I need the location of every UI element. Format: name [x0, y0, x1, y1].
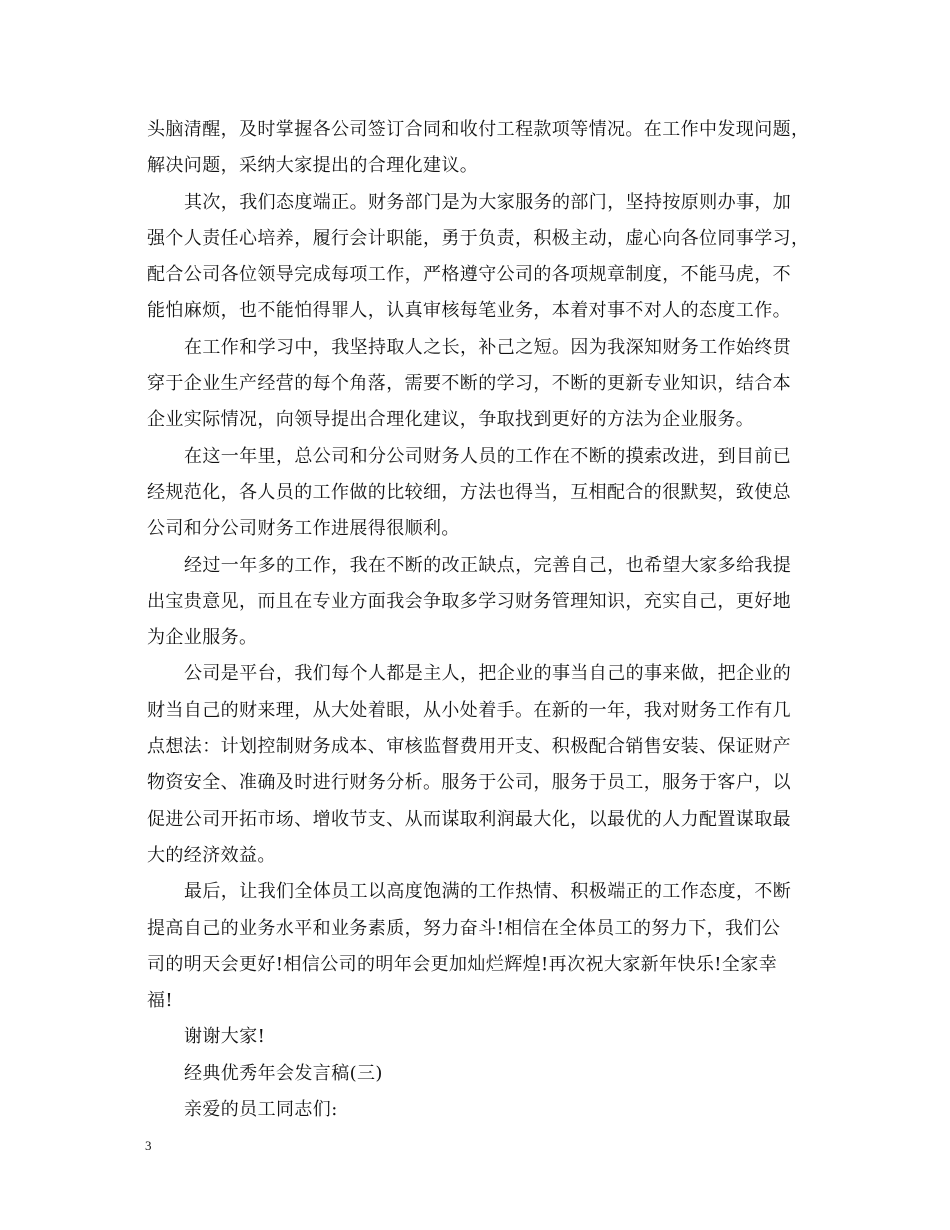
text-line: 亲爱的员工同志们:	[184, 1099, 338, 1121]
text-line: 强个人责任心培养，履行会计职能，勇于负责，积极主动，虚心向各位同事学习，	[147, 227, 810, 249]
text-line: 头脑清醒，及时掌握各公司签订合同和收付工程款项等情况。在工作中发现问题，	[147, 119, 810, 140]
text-line: 公司和分公司财务工作进展得很顺利。	[147, 518, 460, 540]
text-line: 出宝贵意见，而且在专业方面我会争取多学习财务管理知识，充实自己，更好地	[147, 590, 791, 612]
text-line: 能怕麻烦，也不能怕得罪人，认真审核每笔业务，本着对事不对人的态度工作。	[147, 300, 791, 322]
body-text	[147, 112, 810, 1128]
text-line: 促进公司开拓市场、增收节支、从而谋取利润最大化，以最优的人力配置谋取最	[147, 808, 791, 830]
page-number: 3	[145, 1138, 152, 1153]
text-line: 物资安全、准确及时进行财务分析。服务于公司，服务于员工，服务于客户，以	[147, 772, 791, 794]
text-line: 为企业服务。	[147, 627, 258, 649]
text-line: 最后，让我们全体员工以高度饱满的工作热情、积极端正的工作态度，不断	[184, 881, 792, 903]
text-line: 经规范化，各人员的工作做的比较细，方法也得当，互相配合的很默契，致使总	[147, 481, 791, 503]
text-line: 企业实际情况，向领导提出合理化建议，争取找到更好的方法为企业服务。	[147, 409, 755, 431]
text-line: 经过一年多的工作，我在不断的改正缺点，完善自己，也希望大家多给我提	[184, 554, 792, 576]
text-line: 公司是平台，我们每个人都是主人，把企业的事当自己的事来做，把企业的	[184, 663, 792, 685]
text-line: 谢谢大家!	[184, 1026, 266, 1048]
text-line: 大的经济效益。	[147, 844, 276, 866]
text-line: 点想法：计划控制财务成本、审核监督费用开支、积极配合销售安装、保证财产	[147, 736, 791, 758]
text-line: 福!	[147, 990, 174, 1012]
text-line: 在工作和学习中，我坚持取人之长，补己之短。因为我深知财务工作始终贯	[184, 336, 792, 358]
text-line: 司的明天会更好!相信公司的明年会更加灿烂辉煌!再次祝大家新年快乐!全家幸	[147, 953, 778, 975]
text-line: 在这一年里，总公司和分公司财务人员的工作在不断的摸索改进，到目前已	[184, 445, 792, 467]
text-line: 财当自己的财来理，从大处着眼，从小处着手。在新的一年，我对财务工作有几	[147, 699, 791, 721]
text-line: 提高自己的业务水平和业务素质，努力奋斗!相信在全体员工的努力下，我们公	[147, 917, 781, 939]
text-line: 配合公司各位领导完成每项工作，严格遵守公司的各项规章制度，不能马虎，不	[147, 264, 791, 286]
text-line: 穿于企业生产经营的每个角落，需要不断的学习，不断的更新专业知识，结合本	[147, 373, 791, 395]
text-line: 其次，我们态度端正。财务部门是为大家服务的部门，坚持按原则办事，加	[184, 191, 792, 213]
text-line: 经典优秀年会发言稿(三)	[184, 1062, 383, 1084]
text-line: 解决问题，采纳大家提出的合理化建议。	[147, 155, 479, 177]
